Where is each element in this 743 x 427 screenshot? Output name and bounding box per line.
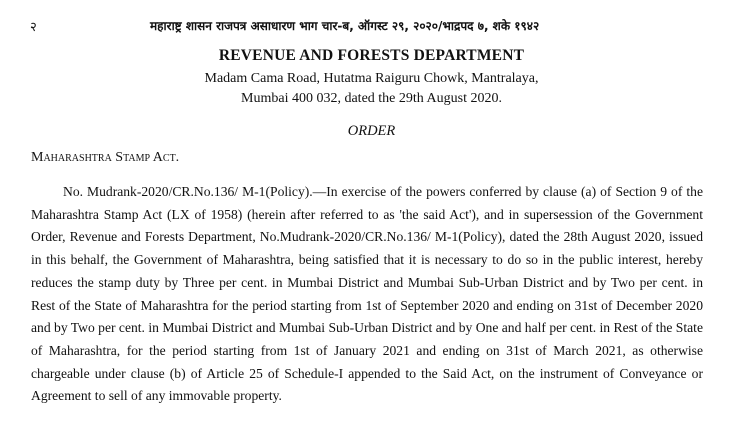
address-line-2: Mumbai 400 032, dated the 29th August 2020. xyxy=(241,91,502,106)
department-title: REVENUE AND FORESTS DEPARTMENT xyxy=(218,47,525,64)
page-number: २ xyxy=(30,20,37,35)
gazette-header: महाराष्ट्र शासन राजपत्र असाधारण भाग चार-ब, ऑगस्ट २९, २०२०/भाद्रपद ७, शके १९४२ xyxy=(150,19,540,33)
address-block xyxy=(0,69,743,109)
order-body-paragraph: No. Mudrank-2020/CR.No.136/ M-1(Policy).—In exercise of the powers conferred by clause (a) of Section 9 of the Maharashtra Stamp Act (LX of 1958) (herein after referred to as 'the said Act'), and in supersession of the Government Order, Revenue and Forests Department, No.Mudrank-2020/CR.No.136/ M-1(Policy), dated the 28th August 2020, issued in this behalf, the Government of Maharashtra, being satisfied that it is necessary to do so in the public interest, hereby reduces the stamp duty by Three per cent. in Mumbai District and Mumbai Sub-Urban District and by Two per cent. in Rest of the State of Maharashtra for the period starting from 1st of September 2020 and ending on 31st of December 2020 and by Two per cent. in Mumbai District and Mumbai Sub-Urban District and by One and half per cent. in Rest of the State of Maharashtra, for the period starting from 1st of January 2021 and ending on 31st of March 2021, as otherwise chargeable under clause (b) of Article 25 of Schedule-I appended to the Said Act, on the instrument of Conveyance or Agreement to sell of any immovable property. xyxy=(31,184,703,404)
act-heading: Maharashtra Stamp Act. xyxy=(31,150,180,165)
address-line-1: Madam Cama Road, Hutatma Raiguru Chowk, Mantralaya, xyxy=(204,71,539,86)
order-title: ORDER xyxy=(347,123,396,139)
